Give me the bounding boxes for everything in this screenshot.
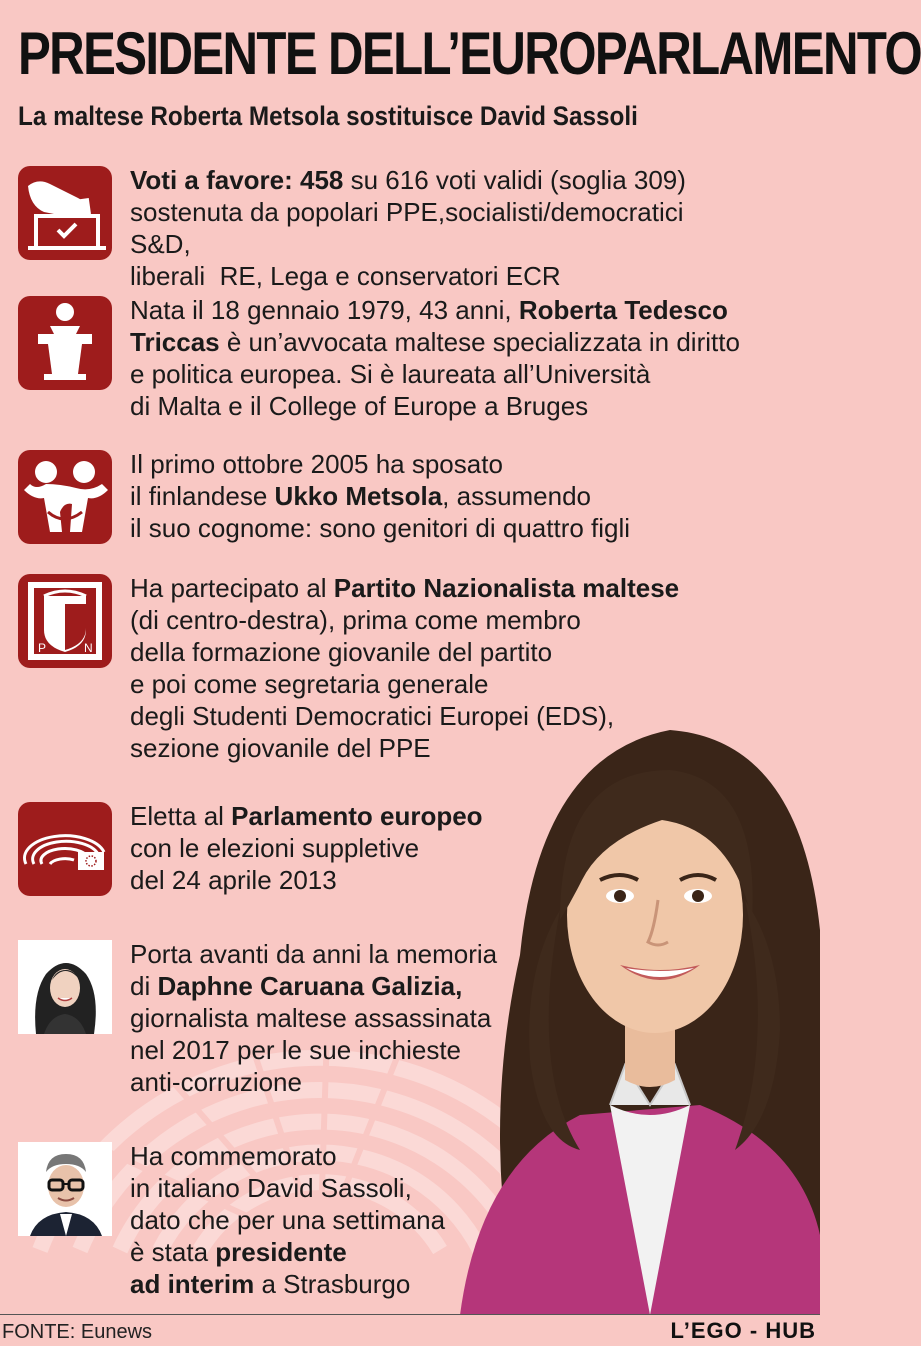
- bio-line-3: e politica europea. Si è laureata all’Università: [130, 359, 651, 389]
- sassoli-role-1: presidente: [215, 1237, 347, 1267]
- sassoli-line-1: Ha commemorato: [130, 1141, 337, 1171]
- page-subtitle: La maltese Roberta Metsola sostituisce David Sassoli: [18, 101, 638, 131]
- votes-line-2: sostenuta da popolari PPE,socialisti/democratici S&D,: [130, 197, 684, 259]
- party-text-1: Ha partecipato al: [130, 573, 334, 603]
- party-line-4: e poi come segretaria generale: [130, 669, 489, 699]
- family-line-1: Il primo ottobre 2005 ha sposato: [130, 449, 503, 479]
- parliament-line-3: del 24 aprile 2013: [130, 865, 337, 895]
- sassoli-line-2: in italiano David Sassoli,: [130, 1173, 412, 1203]
- bio-text-2: è un’avvocata maltese specializzata in diritto: [219, 327, 740, 357]
- family-text-2: , assumendo: [442, 481, 592, 511]
- brand-logo: L’EGO - HUB: [670, 1318, 816, 1343]
- family-icon: [18, 450, 112, 544]
- sassoli-text-2: a Strasburgo: [254, 1269, 411, 1299]
- party-line-2: (di centro-destra), prima come membro: [130, 605, 581, 635]
- bio-line-4: di Malta e il College of Europe a Bruges: [130, 391, 589, 421]
- daphne-portrait-icon: [18, 940, 112, 1034]
- parliament-line-2: con le elezioni suppletive: [130, 833, 420, 863]
- bio-text-1: Nata il 18 gennaio 1979, 43 anni,: [130, 295, 519, 325]
- ballot-box-icon: [18, 166, 112, 260]
- source-credit: FONTE: Eunews: [2, 1321, 153, 1343]
- party-line-6: sezione giovanile del PPE: [130, 733, 431, 763]
- sassoli-role-2: ad interim: [130, 1269, 255, 1299]
- daphne-name: Daphne Caruana Galizia,: [157, 971, 463, 1001]
- votes-line-3: liberali RE, Lega e conservatori ECR: [130, 261, 561, 291]
- family-text-1: il finlandese: [130, 481, 275, 511]
- speaker-podium-icon: [18, 296, 112, 390]
- party-line-3: della formazione giovanile del partito: [130, 637, 553, 667]
- family-line-3: il suo cognome: sono genitori di quattro figli: [130, 513, 631, 543]
- footer-divider: [0, 1314, 820, 1315]
- shield-letter-n: N: [84, 641, 93, 655]
- party-name: Partito Nazionalista maltese: [333, 573, 680, 603]
- daphne-line-4: nel 2017 per le sue inchieste: [130, 1035, 462, 1065]
- party-line-5: degli Studenti Democratici Europei (EDS),: [130, 701, 615, 731]
- daphne-line-3: giornalista maltese assassinata: [130, 1003, 492, 1033]
- bio-name-1: Roberta Tedesco: [518, 295, 728, 325]
- european-parliament-icon: [18, 802, 112, 896]
- votes-highlight: Voti a favore: 458: [130, 165, 344, 195]
- daphne-line-1: Porta avanti da anni la memoria: [130, 939, 498, 969]
- parliament-text-1: Eletta al: [130, 801, 232, 831]
- metsola-portrait: [460, 710, 820, 1315]
- sassoli-line-3: dato che per una settimana: [130, 1205, 446, 1235]
- sassoli-portrait-icon: [18, 1142, 112, 1236]
- sassoli-text-1: è stata: [130, 1237, 216, 1267]
- shield-letter-p: P: [38, 641, 47, 655]
- votes-text: su 616 voti validi (soglia 309): [343, 165, 686, 195]
- daphne-line-5: anti-corruzione: [130, 1067, 302, 1097]
- bio-name-2: Triccas: [130, 327, 220, 357]
- parliament-name: Parlamento europeo: [231, 801, 483, 831]
- page-title: PRESIDENTE DELL’EUROPARLAMENTO: [18, 20, 921, 87]
- party-shield-icon: [18, 574, 112, 668]
- daphne-text-1: di: [130, 971, 158, 1001]
- family-name: Ukko Metsola: [274, 481, 443, 511]
